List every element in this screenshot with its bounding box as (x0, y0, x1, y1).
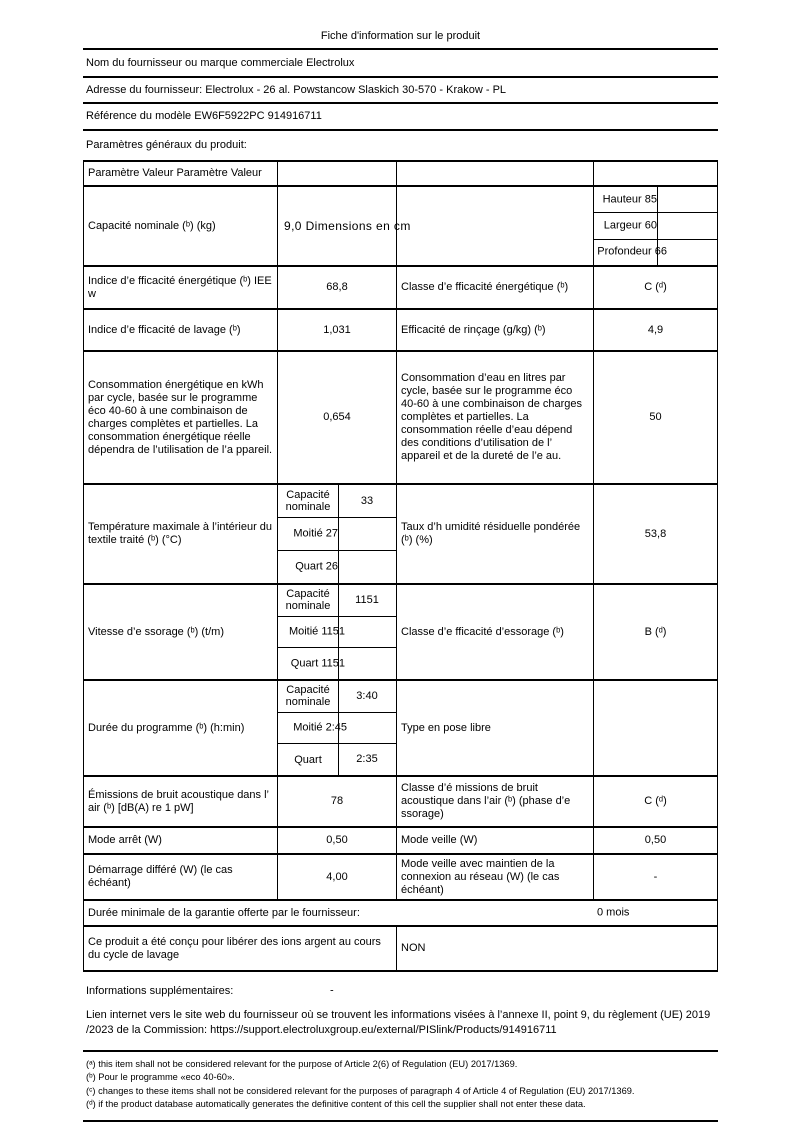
bottom-rule (83, 1120, 718, 1122)
row-consumption (84, 350, 717, 483)
energy-consumption-label: Consommation énergétique en kWh par cycle, basée sur le programme éco 40-60 à une combinaison de charges complètes et partielles. La consommation énergétique réelle dépendra de l’utilisation de l’a ppareil. (88, 378, 273, 456)
additional-info-row (83, 980, 718, 1002)
capacity-label: Capacité nominale (ᵇ) (kg) (88, 219, 216, 232)
footnote-b: (ᵇ) Pour le programme «eco 40-60». (86, 1072, 235, 1083)
silver-ions-value: NON (401, 942, 426, 954)
warranty-cell (84, 901, 717, 925)
temp-nominal-label: Capacité nominale (285, 489, 331, 513)
row-temperature (84, 483, 717, 583)
row-wash-index (84, 308, 717, 350)
dim-largeur: Largeur 60 (603, 219, 657, 232)
installation-type-label: Type en pose libre (401, 721, 491, 734)
empty-cell (277, 162, 397, 185)
general-parameters-label: Paramètres généraux du produit: (86, 139, 247, 151)
spin-class-value: B (ᵈ) (593, 585, 717, 679)
water-consumption-value: 50 (593, 352, 717, 483)
rinse-efficiency-value: 4,9 (593, 310, 717, 350)
supplier-link-text: Lien internet vers le site web du fournisseur où se trouvent les informations visées à l’annexe II, point 9, du règlement (UE) 2019 /2023 de la Commission: (86, 1009, 711, 1036)
spin-nominal-label: Capacité nominale (285, 588, 331, 613)
spin-speed-subtable (277, 585, 397, 679)
duration-nominal-value: 3:40 (356, 689, 378, 702)
temp-half: Moitié 27 (293, 527, 338, 540)
off-mode-label: Mode arrêt (W) (88, 834, 162, 846)
row-off-mode (84, 826, 717, 853)
dim-hauteur-row (594, 187, 717, 213)
spin-nominal-value: 1151 (355, 593, 379, 606)
temperature-subtable (277, 485, 397, 583)
row-noise (84, 775, 717, 826)
temp-quarter: Quart 26 (295, 560, 338, 573)
row-duration (84, 679, 717, 775)
spin-speed-label: Vitesse d’e ssorage (ᵇ) (t/m) (88, 625, 224, 638)
footnote-a: (ᵃ) this item shall not be considered relevant for the purpose of Article 2(6) of Regulation (EU) 2017/1369. (86, 1059, 518, 1069)
table-header-cell: Paramètre Valeur Paramètre Valeur (88, 167, 262, 179)
supplier-link-url[interactable]: https://support.electroluxgroup.eu/external/PISlink/Products/914916711 (210, 1024, 557, 1036)
energy-consumption-value: 0,654 (277, 352, 397, 483)
residual-humidity-value: 53,8 (593, 485, 717, 583)
footnotes (83, 1052, 718, 1115)
supplier-link-paragraph (83, 1008, 718, 1038)
spin-quarter-row (278, 648, 396, 679)
temp-half-row (278, 518, 396, 551)
duration-quarter-row (278, 744, 396, 775)
row-delay-start (84, 853, 717, 899)
row-silver-ions (84, 925, 717, 970)
table-header-row (84, 160, 717, 185)
duration-subtable (277, 681, 397, 775)
wash-index-label: Indice d’e fficacité de lavage (ᵇ) (88, 323, 241, 336)
supplier-name-row: Nom du fournisseur ou marque commerciale Electrolux (83, 50, 718, 78)
duration-half-row (278, 713, 396, 745)
spin-half: Moitié 1151 (288, 625, 345, 638)
water-consumption-label: Consommation d’eau en litres par cycle, basée sur le programme éco 40-60 à une combinaison de charges complètes et partielles. La consommation réelle d’eau dépend des conditions d’utilisation de l’ appareil et de la dureté de l’e au. (401, 372, 583, 462)
row-capacity (84, 185, 717, 265)
energy-class-value: C (ᵈ) (593, 267, 717, 308)
networked-standby-label: Mode veille avec maintien de la connexion au réseau (W) (le cas échéant) (401, 857, 560, 896)
spin-half-row (278, 617, 396, 649)
duration-quarter-label: Quart (294, 753, 322, 766)
parameters-table (83, 160, 718, 972)
temperature-label: Température maximale à l’intérieur du textile traité (ᵇ) (°C) (88, 521, 273, 546)
energy-index-label: Indice d’e fficacité énergétique (ᵇ) IEE w (88, 274, 272, 300)
noise-value: 78 (277, 777, 397, 826)
dim-profondeur: Profondeur 66 (597, 245, 667, 258)
spin-nominal-row (278, 585, 396, 617)
empty-cell (397, 187, 593, 265)
duration-nominal-row (278, 681, 396, 713)
empty-cell (593, 162, 717, 185)
page-title: Fiche d'information sur le produit (83, 0, 718, 50)
temp-nominal-row (278, 485, 396, 518)
residual-humidity-label: Taux d’h umidité résiduelle pondérée (ᵇ) (%) (401, 521, 581, 546)
capacity-value: 9,0 Dimensions en cm (277, 187, 397, 265)
row-spin-speed (84, 583, 717, 679)
duration-quarter-value: 2:35 (356, 753, 378, 766)
silver-ions-label: Ce produit a été conçu pour libérer des ions argent au cours du cycle de lavage (84, 927, 397, 970)
duration-label: Durée du programme (ᵇ) (h:min) (88, 721, 245, 734)
dim-largeur-row (594, 213, 717, 239)
dimensions-cell (593, 187, 717, 265)
standby-mode-label: Mode veille (W) (401, 834, 478, 846)
delay-start-label: Démarrage différé (W) (le cas échéant) (88, 864, 233, 889)
supplier-address-row: Adresse du fournisseur: Electrolux - 26 al. Powstancow Slaskich 30-570 - Krakow - PL (83, 78, 718, 104)
wash-index-value: 1,031 (277, 310, 397, 350)
additional-info-value: - (330, 984, 334, 997)
spin-class-label: Classe d’e fficacité d’essorage (ᵇ) (401, 625, 564, 638)
additional-info-label: Informations supplémentaires: (86, 984, 234, 997)
energy-class-label: Classe d’e fficacité énergétique (ᵇ) (401, 281, 569, 293)
empty-cell (397, 162, 593, 185)
delay-start-value: 4,00 (277, 855, 397, 899)
noise-class-label: Classe d’é missions de bruit acoustique dans l’air (ᵇ) (phase d’e ssorage) (401, 782, 571, 820)
row-energy-index (84, 265, 717, 308)
footnote-c: (ᶜ) changes to these items shall not be considered relevant for the purposes of paragraph 4 of Article 4 of Regulation (EU) 2017/1369. (86, 1085, 635, 1096)
noise-class-value: C (ᵈ) (593, 777, 717, 826)
footnote-d: (ᵈ) if the product database automatically generates the definitive content of this cell the supplier shall not enter these data. (86, 1099, 586, 1110)
temp-nominal-value: 33 (360, 494, 374, 507)
empty-cell (593, 681, 717, 775)
temp-quarter-row (278, 551, 396, 583)
standby-mode-value: 0,50 (593, 828, 717, 853)
off-mode-value: 0,50 (277, 828, 397, 853)
duration-nominal-label: Capacité nominale (285, 684, 331, 709)
duration-half: Moitié 2:45 (293, 721, 347, 734)
spin-quarter: Quart 1151 (290, 657, 345, 670)
networked-standby-value: - (593, 855, 717, 899)
model-reference-row: Référence du modèle EW6F5922PC 914916711 (83, 104, 718, 131)
energy-index-value: 68,8 (277, 267, 397, 308)
warranty-label: Durée minimale de la garantie offerte par le fournisseur: (88, 906, 360, 919)
product-fiche-document (83, 0, 718, 1122)
dim-profondeur-row (594, 240, 717, 265)
dim-hauteur: Hauteur 85 (602, 193, 657, 206)
rinse-efficiency-label: Efficacité de rinçage (g/kg) (ᵇ) (401, 323, 546, 336)
row-warranty (84, 899, 717, 925)
noise-label: Émissions de bruit acoustique dans l’ air (ᵇ) [dB(A) re 1 pW] (88, 788, 269, 814)
warranty-value: 0 mois (597, 906, 630, 919)
